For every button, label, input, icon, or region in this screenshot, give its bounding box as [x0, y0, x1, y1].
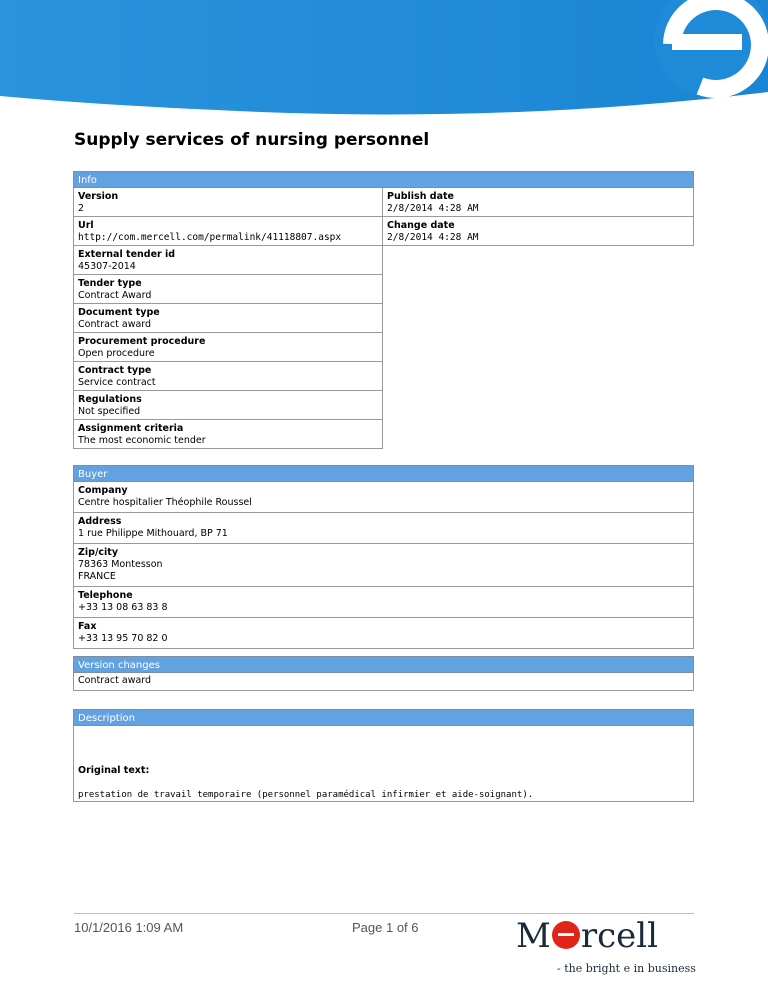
info-right-column [383, 188, 694, 246]
description-section [73, 709, 694, 802]
field-regulations: Regulations Not specified [73, 391, 383, 420]
logo-tagline: - the bright e in business [557, 962, 696, 975]
description-text: prestation de travail temporaire (personnel paramédical infirmier et aide-soignant). [78, 790, 534, 800]
field-change-date: Change date 2/8/2014 4:28 AM [383, 217, 694, 246]
info-left-column [73, 188, 383, 449]
field-document-type: Document type Contract award [73, 304, 383, 333]
field-url[interactable]: Url http://com.mercell.com/permalink/41118807.aspx [73, 217, 383, 246]
field-telephone: Telephone +33 13 08 63 83 8 [73, 587, 694, 618]
page-title: Supply services of nursing personnel [74, 130, 430, 150]
field-contract-type: Contract type Service contract [73, 362, 383, 391]
field-external-tender-id: External tender id 45307-2014 [73, 246, 383, 275]
field-fax: Fax +33 13 95 70 82 0 [73, 618, 694, 649]
logo-e-icon [552, 921, 580, 949]
field-company: Company Centre hospitalier Théophile Roussel [73, 482, 694, 513]
description-body [73, 726, 694, 802]
field-version: Version 2 [73, 188, 383, 217]
field-publish-date: Publish date 2/8/2014 4:28 AM [383, 188, 694, 217]
footer-page-number: Page 1 of 6 [352, 920, 419, 935]
buyer-header: Buyer [73, 465, 694, 482]
info-header: Info [73, 171, 694, 188]
field-zip-city: Zip/city 78363 Montesson FRANCE [73, 544, 694, 587]
version-changes-section [73, 656, 694, 691]
field-assignment-criteria: Assignment criteria The most economic tender [73, 420, 383, 449]
original-text-label: Original text: [78, 765, 150, 776]
footer-date: 10/1/2016 1:09 AM [74, 920, 184, 935]
field-procurement-procedure: Procurement procedure Open procedure [73, 333, 383, 362]
version-changes-header: Version changes [73, 656, 694, 673]
field-tender-type: Tender type Contract Award [73, 275, 383, 304]
info-section [73, 171, 694, 467]
version-changes-value: Contract award [73, 673, 694, 691]
buyer-section [73, 465, 694, 649]
header-banner [0, 0, 768, 118]
description-header: Description [73, 709, 694, 726]
field-address: Address 1 rue Philippe Mithouard, BP 71 [73, 513, 694, 544]
mercell-logo: M rcell - the bright e in business [516, 916, 696, 975]
footer-divider [74, 913, 694, 914]
url-link: http://com.mercell.com/permalink/41118807.aspx [78, 232, 342, 243]
